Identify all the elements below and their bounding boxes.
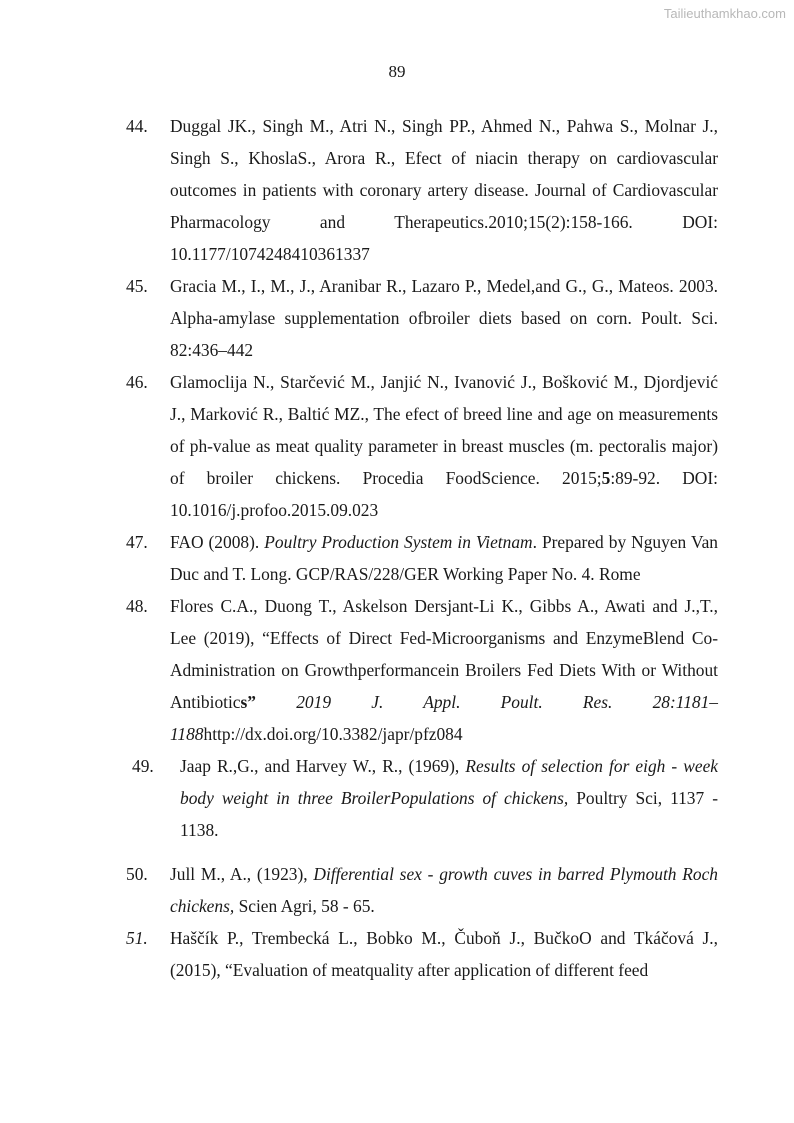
reference-item (132, 750, 718, 846)
reference-item (126, 526, 718, 590)
reference-text (170, 526, 718, 590)
reference-number: 45. (126, 276, 148, 296)
reference-text (170, 270, 718, 366)
reference-list (126, 110, 718, 986)
reference-text (180, 750, 718, 846)
reference-number: 50. (126, 864, 148, 884)
reference-text-segment: Poultry Production System in Vietnam (264, 532, 533, 552)
reference-text-segment: 2019 J. Appl. Poult. Res. 28:1181–1188 (170, 692, 718, 744)
reference-text-segment: Duggal JK., Singh M., Atri N., Singh PP., Ahmed N., Pahwa S., Molnar J., Singh S., KhoslaS., Arora R., Efect of niacin therapy on cardiovascular outcomes in patients with coronary artery disease. Journal of Cardiovascular Pharmacology and Therapeutics.2010;15(2):158-166. DOI: 10.1177/1074248410361337 (170, 116, 718, 264)
reference-number: 46. (126, 372, 148, 392)
reference-text (170, 110, 718, 270)
reference-text (170, 858, 718, 922)
reference-text-segment: Jaap R.,G., and Harvey W., R., (1969), (180, 756, 466, 776)
reference-number: 51. (126, 928, 148, 948)
reference-text-segment: Jull M., A., (1923), (170, 864, 314, 884)
reference-item (126, 366, 718, 526)
reference-text-segment: Poultry Sci, 1137 - 1138. (180, 788, 718, 840)
reference-text-segment: Scien Agri, 58 - 65. (234, 896, 375, 916)
reference-text-segment: s” (240, 692, 256, 712)
reference-number: 48. (126, 596, 148, 616)
reference-text-segment: Results of selection for eigh - week body weight in three BroilerPopulations of chickens, (180, 756, 719, 808)
reference-text-segment (256, 692, 296, 712)
reference-text-segment: Flores C.A., Duong T., Askelson Dersjant-Li K., Gibbs A., Awati and J.,T., Lee (2019), “Effects of Direct Fed-Microorganisms and EnzymeBlend Co-Administration on Growthperformancein Broilers Fed Diets With or Without Antibiotic (170, 596, 718, 712)
reference-text (170, 366, 718, 526)
reference-item (126, 590, 718, 750)
reference-item (126, 858, 718, 922)
reference-text-segment: Differential sex - growth cuves in barred Plymouth Roch chickens, (170, 864, 718, 916)
reference-item (126, 110, 718, 270)
page-number: 89 (388, 62, 406, 81)
reference-number: 44. (126, 116, 148, 136)
reference-text (170, 590, 718, 750)
reference-text-segment: Glamoclija N., Starčević M., Janjić N., Ivanović J., Bošković M., Djordjević J., Marković R., Baltić MZ., The efect of breed line and age on measurements of ph-value as meat quality parameter in breast muscles (m. pectoralis major) of broiler chickens. Procedia FoodScience. 2015; (170, 372, 718, 488)
reference-text (170, 922, 718, 986)
reference-item (126, 270, 718, 366)
reference-text-segment: Gracia M., I., M., J., Aranibar R., Lazaro P., Medel,and G., G., Mateos. 2003. Alpha-amylase supplementation ofbroiler diets based on corn. Poult. Sci. 82:436–442 (170, 276, 718, 360)
watermark: Tailieuthamkhao.com (663, 6, 786, 21)
reference-text-segment: 5 (601, 468, 611, 488)
reference-number: 49. (132, 756, 154, 776)
reference-text-segment: :89-92. DOI: 10.1016/j.profoo.2015.09.023 (170, 468, 718, 520)
reference-text-segment: FAO (2008). (170, 532, 265, 552)
reference-text-segment: . Prepared by Nguyen Van Duc and T. Long. GCP/RAS/228/GER Working Paper No. 4. Rome (170, 532, 718, 584)
reference-number: 47. (126, 532, 148, 552)
reference-text-segment: http://dx.doi.org/10.3382/japr/pfz084 (203, 724, 463, 744)
reference-item (126, 922, 718, 986)
reference-text-segment: Haščík P., Trembecká L., Bobko M., Čuboň J., BučkoO and Tkáčová J., (2015), “Evaluation of meatquality after application of different feed (170, 928, 718, 980)
